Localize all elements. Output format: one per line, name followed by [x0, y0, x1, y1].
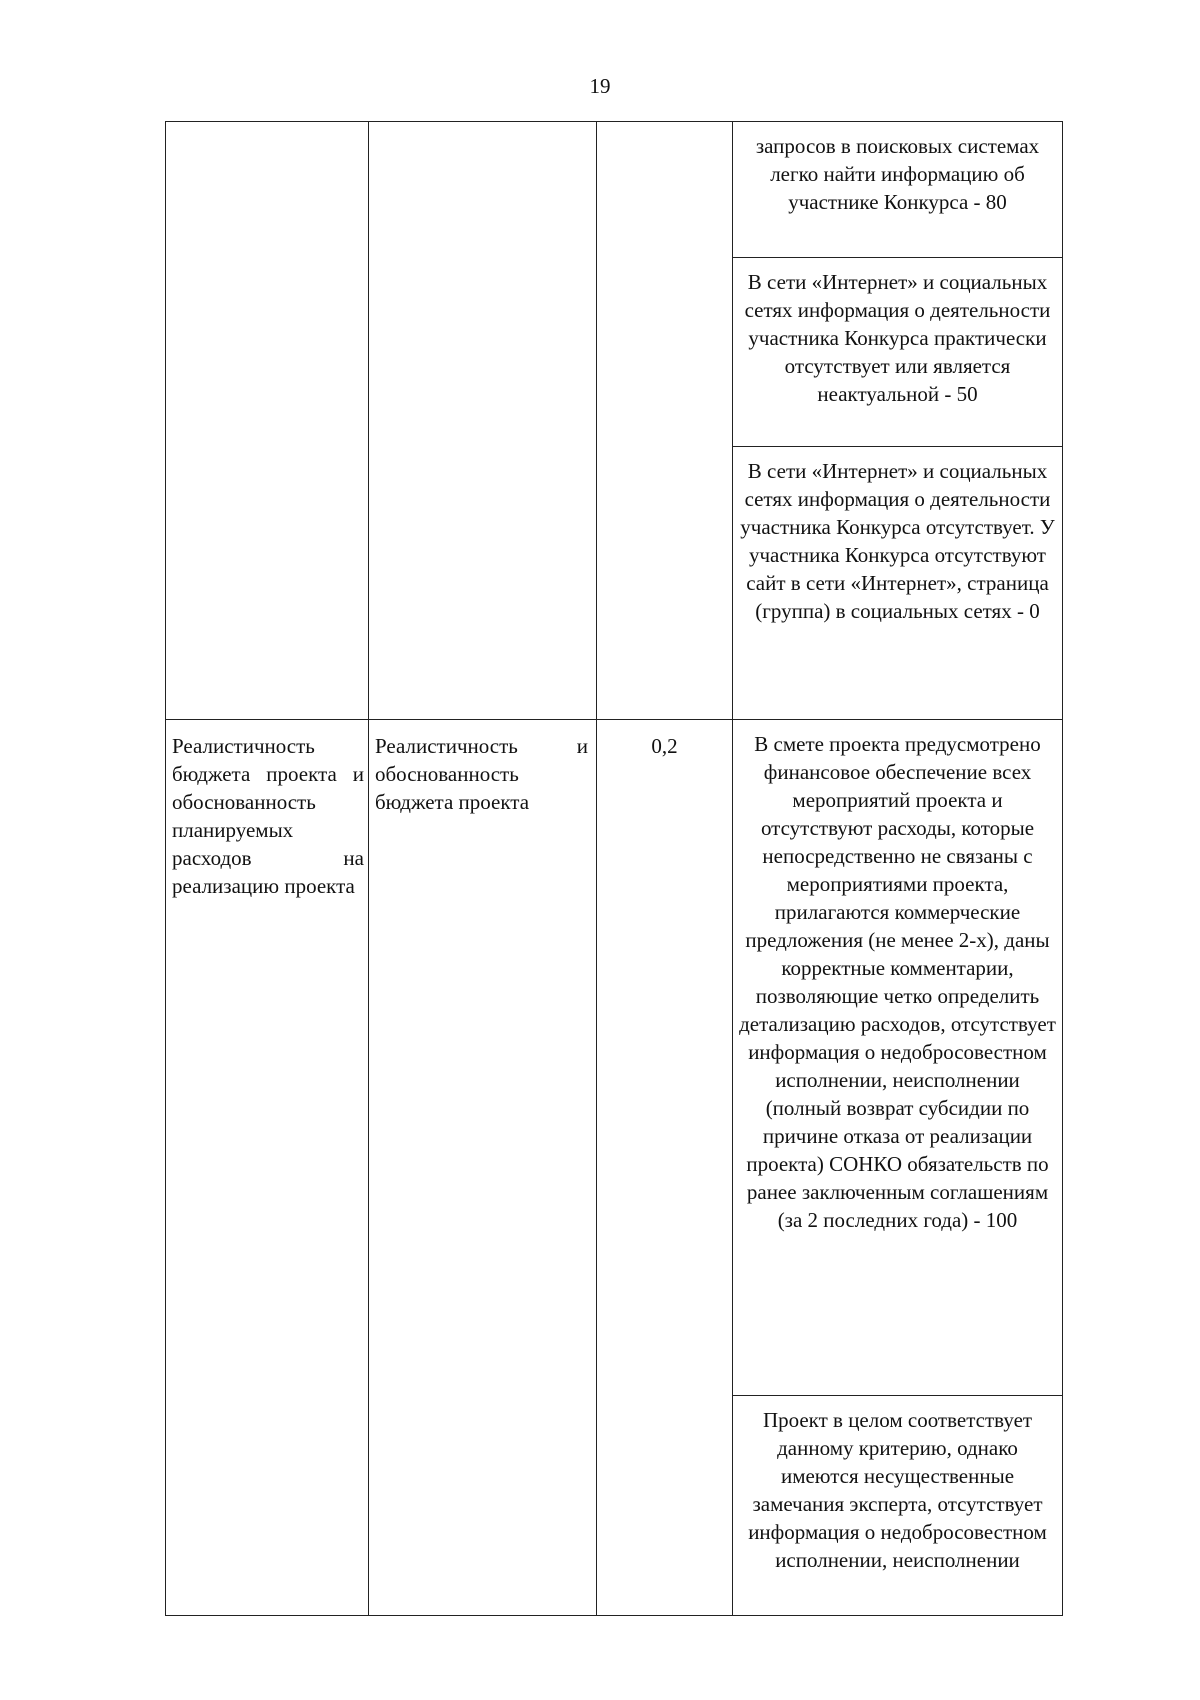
criterion-name: Реалистичность бюджета проекта и обоснованность планируемых расходов на реализацию проекта [166, 720, 369, 1616]
table-row [166, 122, 1063, 258]
score-description: В сети «Интернет» и социальных сетях информация о деятельности участника Конкурса отсутствует. У участника Конкурса отсутствуют сайт в сети «Интернет», страница (группа) в социальных сетях - 0 [733, 447, 1063, 720]
score-description: запросов в поисковых системах легко найти информацию об участнике Конкурса - 80 [733, 122, 1063, 258]
score-description: В смете проекта предусмотрено финансовое обеспечение всех мероприятий проекта и отсутствуют расходы, которые непосредственно не связаны с мероприятиями проекта, прилагаются коммерческие предложения (не менее 2-х), даны корректные комментарии, позволяющие четко определить детализацию расходов, отсутствует информация о недобросовестном исполнении, неисполнении (полный возврат субсидии по причине отказа от реализации проекта) СОНКО обязательств по ранее заключенным соглашениям (за 2 последних года) - 100 [733, 720, 1063, 1396]
page-number: 19 [589, 74, 611, 98]
criterion-cell-empty [166, 122, 369, 720]
score-description: В сети «Интернет» и социальных сетях информация о деятельности участника Конкурса практически отсутствует или является неактуальной - 50 [733, 258, 1063, 447]
score-description: Проект в целом соответствует данному критерию, однако имеются несущественные замечания эксперта, отсутствует информация о недобросовестном исполнении, неисполнении [733, 1396, 1063, 1616]
weight-value: 0,2 [597, 720, 733, 1616]
evaluation-criteria-table [165, 121, 1063, 1616]
table-row [166, 720, 1063, 1396]
indicator-name: Реалистичность и обоснованность бюджета проекта [369, 720, 597, 1616]
weight-cell-empty [597, 122, 733, 720]
indicator-cell-empty [369, 122, 597, 720]
